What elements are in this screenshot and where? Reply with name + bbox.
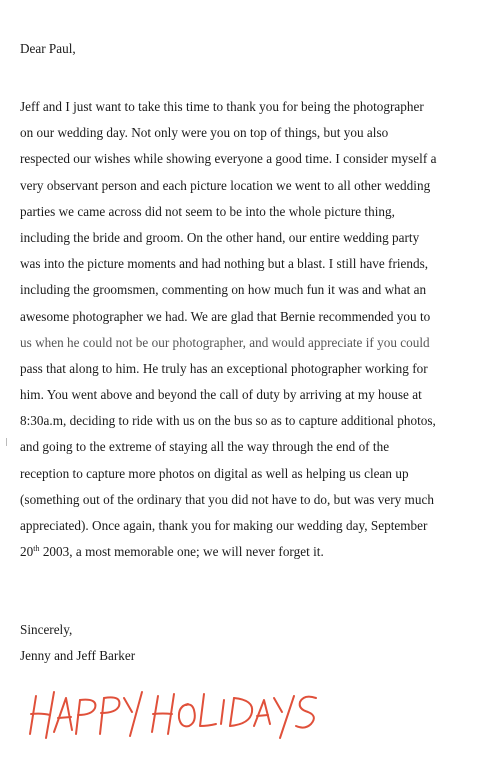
body-line: was into the picture moments and had nothing but a blast. I still have friends, [20, 256, 429, 272]
body-line: and going to the extreme of staying all the way through the end of the [20, 439, 390, 455]
body-line: very observant person and each picture location we went to all other wedding [20, 177, 431, 193]
body-line: including the groomsmen, commenting on how much fun it was and what an [20, 282, 427, 298]
date-ordinal: th [33, 544, 40, 554]
date-day: 20 [20, 544, 34, 560]
happy-holidays-handwriting [28, 682, 318, 742]
letter-body [20, 99, 490, 570]
body-line: respected our wishes while showing everyone a good time. I consider myself a [20, 151, 437, 167]
body-line: reception to capture more photos on digital as well as helping us clean up [20, 465, 409, 481]
body-line: on our wedding day. Not only were you on top of things, but you also [20, 125, 389, 141]
body-line: him. You went above and beyond the call of duty by arriving at my house at [20, 387, 422, 403]
body-line: (something out of the ordinary that you did not have to do, but was very much [20, 491, 434, 507]
closing: Sincerely, [20, 622, 73, 637]
body-line-date [20, 544, 490, 570]
body-line: awesome photographer we had. We are glad that Bernie recommended you to [20, 308, 431, 324]
body-line: us when he could not be our photographer, and would appreciate if you could [20, 334, 430, 350]
date-rest: 2003, a most memorable one; we will never forget it. [39, 544, 324, 560]
body-line: appreciated). Once again, thank you for making our wedding day, September [20, 518, 428, 533]
signature-names: Jenny and Jeff Barker [20, 648, 136, 663]
body-line: parties we came across did not seem to be into the whole picture thing, [20, 203, 395, 219]
body-line: 8:30a.m, deciding to ride with us on the bus so as to capture additional photos, [20, 413, 436, 429]
body-line: pass that along to him. He truly has an exceptional photographer working for [20, 360, 428, 376]
salutation: Dear Paul, [20, 41, 76, 56]
margin-mark [6, 438, 10, 446]
closing-block [20, 622, 135, 674]
body-line: Jeff and I just want to take this time to thank you for being the photographer [20, 99, 424, 114]
body-line: including the bride and groom. On the other hand, our entire wedding party [20, 229, 420, 245]
